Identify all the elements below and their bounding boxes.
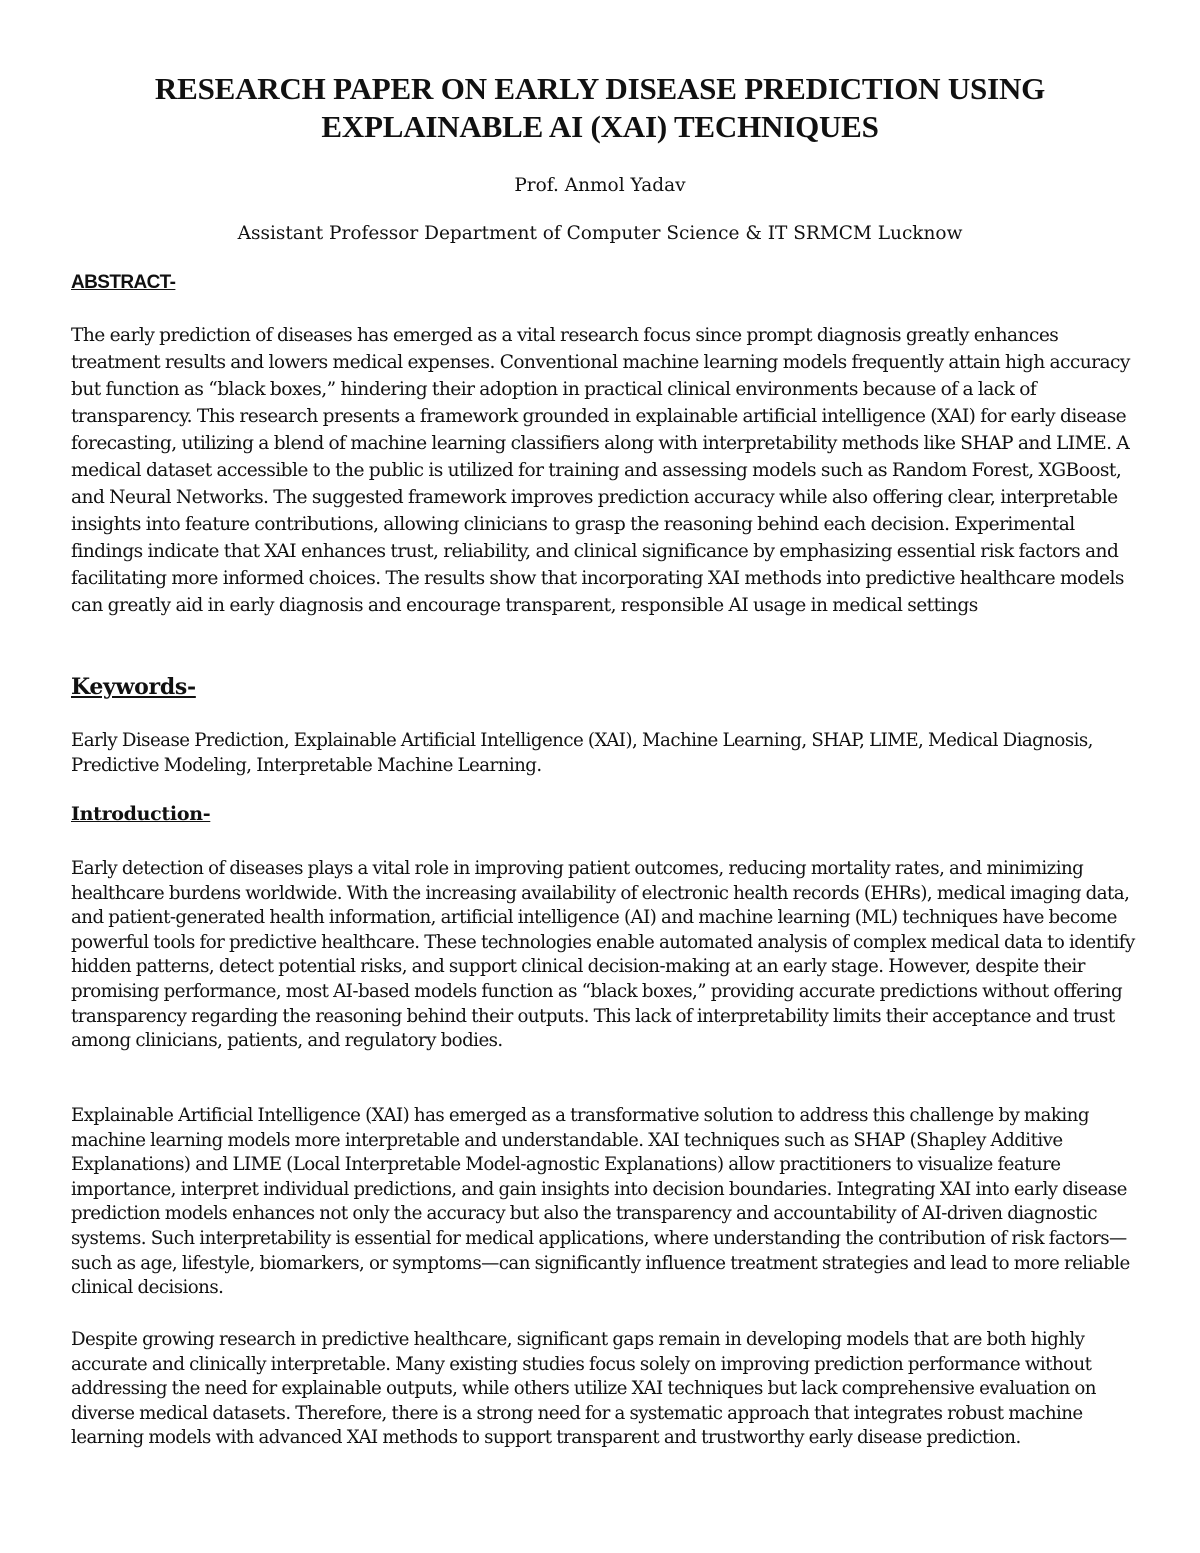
abstract-text: The early prediction of diseases has emerged as a vital research focus since prompt diagnosis greatly enhances treatment results and lowers medical expenses. Conventional machine learning models frequently attain high accuracy but function as “black boxes,” hindering their adoption in practical clinical environments because of a lack of transparency. This research presents a framework grounded in explainable artificial intelligence (XAI) for early disease forecasting, utilizing a blend of machine learning classifiers along with interpretability methods like SHAP and LIME. A medical dataset accessible to the public is utilized for training and assessing models such as Random Forest, XGBoost, and Neural Networks. The suggested framework improves prediction accuracy while also offering clear, interpretable insights into feature contributions, allowing clinicians to grasp the reasoning behind each decision. Experimental findings indicate that XAI enhances trust, reliability, and clinical significance by emphasizing essential risk factors and facilitating more informed choices. The results show that incorporating XAI methods into predictive healthcare models can greatly aid in early diagnosis and encourage transparent, responsible AI usage in medical settings xyxy=(71,325,1130,616)
introduction-paragraph-2: Explainable Artificial Intelligence (XAI) has emerged as a transformative solution to address this challenge by making machine learning models more interpretable and understandable. XAI techniques such as SHAP (Shapley Additive Explanations) and LIME (Local Interpretable Model-agnostic Explanations) allow practitioners to visualize feature importance, interpret individual predictions, and gain insights into decision boundaries. Integrating XAI into early disease prediction models enhances not only the accuracy but also the transparency and accountability of AI-driven diagnostic systems. Such interpretability is essential for medical applications, where understanding the contribution of risk factors—such as age, lifestyle, biomarkers, or symptoms—can significantly influence treatment strategies and lead to more reliable clinical decisions. xyxy=(71,1105,1130,1299)
author-affiliation: Assistant Professor Department of Computer Science & IT SRMCM Lucknow xyxy=(237,223,963,244)
abstract-heading: ABSTRACT- xyxy=(71,272,176,293)
keywords-text: Early Disease Prediction, Explainable Artificial Intelligence (XAI), Machine Learning, SHAP, LIME, Medical Diagnosis, Predictive Modeling, Interpretable Machine Learning. xyxy=(71,730,1093,776)
introduction-heading: Introduction- xyxy=(71,803,211,825)
author-name: Prof. Anmol Yadav xyxy=(514,175,686,196)
paper-title: RESEARCH PAPER ON EARLY DISEASE PREDICTION USING EXPLAINABLE AI (XAI) TECHNIQUES xyxy=(154,71,1046,144)
introduction-paragraph-3: Despite growing research in predictive healthcare, significant gaps remain in developing models that are both highly accurate and clinically interpretable. Many existing studies focus solely on improving prediction performance without addressing the need for explainable outputs, while others utilize XAI techniques but lack comprehensive evaluation on diverse medical datasets. Therefore, there is a strong need for a systematic approach that integrates robust machine learning models with advanced XAI methods to support transparent and trustworthy early disease prediction. xyxy=(71,1329,1096,1449)
keywords-heading: Keywords- xyxy=(71,674,196,700)
introduction-paragraph-1: Early detection of diseases plays a vital role in improving patient outcomes, reducing mortality rates, and minimizing healthcare burdens worldwide. With the increasing availability of electronic health records (EHRs), medical imaging data, and patient-generated health information, artificial intelligence (AI) and machine learning (ML) techniques have become powerful tools for predictive healthcare. These technologies enable automated analysis of complex medical data to identify hidden patterns, detect potential risks, and support clinical decision-making at an early stage. However, despite their promising performance, most AI-based models function as “black boxes,” providing accurate predictions without offering transparency regarding the reasoning behind their outputs. This lack of interpretability limits their acceptance and trust among clinicians, patients, and regulatory bodies. xyxy=(71,858,1135,1052)
